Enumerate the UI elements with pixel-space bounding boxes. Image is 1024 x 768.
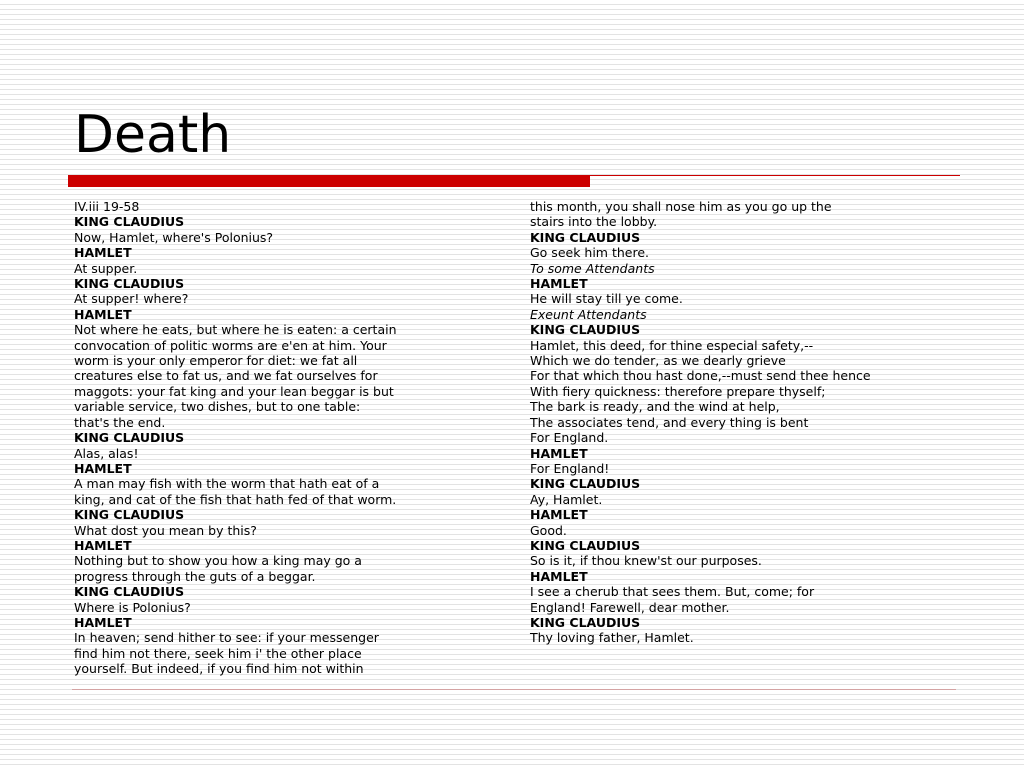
dialogue-line: this month, you shall nose him as you go up the xyxy=(530,199,832,214)
dialogue-line: yourself. But indeed, if you find him not within xyxy=(74,661,364,677)
speaker-name: KING CLAUDIUS xyxy=(74,214,185,230)
dialogue-line: maggots: your fat king and your lean beggar is but xyxy=(74,383,394,399)
title-underline-thin xyxy=(590,175,960,176)
speaker-name: HAMLET xyxy=(530,507,588,523)
stage-direction: Exeunt Attendants xyxy=(530,306,647,322)
dialogue-line: The associates tend, and every thing is bent xyxy=(530,414,809,430)
speaker-name: KING CLAUDIUS xyxy=(530,614,641,630)
speaker-name: HAMLET xyxy=(74,245,132,261)
dialogue-line: Not where he eats, but where he is eaten: a certain xyxy=(74,322,397,338)
script-column-right xyxy=(530,199,960,646)
dialogue-line: Where is Polonius? xyxy=(74,599,191,615)
dialogue-line: The bark is ready, and the wind at help, xyxy=(530,399,780,415)
slide-title: Death xyxy=(74,105,232,165)
dialogue-line: What dost you mean by this? xyxy=(74,522,257,538)
dialogue-line: He will stay till ye come. xyxy=(530,291,683,307)
dialogue-line: that's the end. xyxy=(74,414,166,430)
dialogue-line: Hamlet, this deed, for thine especial safety,-- xyxy=(530,337,814,353)
dialogue-line: variable service, two dishes, but to one table: xyxy=(74,399,361,415)
speaker-name: KING CLAUDIUS xyxy=(74,276,185,292)
speaker-name: HAMLET xyxy=(74,460,132,476)
dialogue-line: For England. xyxy=(530,430,609,446)
dialogue-line: Now, Hamlet, where's Polonius? xyxy=(74,229,274,245)
dialogue-line: In heaven; send hither to see: if your messenger xyxy=(74,630,379,646)
speaker-name: HAMLET xyxy=(530,445,588,461)
dialogue-line: At supper! where? xyxy=(74,291,189,307)
dialogue-line: Nothing but to show you how a king may go a xyxy=(74,553,362,569)
dialogue-line: England! Farewell, dear mother. xyxy=(530,599,730,615)
speaker-name: KING CLAUDIUS xyxy=(530,476,641,492)
dialogue-line: At supper. xyxy=(74,260,138,276)
speaker-name: HAMLET xyxy=(74,537,132,553)
dialogue-line: Which we do tender, as we dearly grieve xyxy=(530,353,786,369)
dialogue-line: creatures else to fat us, and we fat ourselves for xyxy=(74,368,378,384)
dialogue-line: stairs into the lobby. xyxy=(530,214,658,230)
dialogue-line: find him not there, seek him i' the other place xyxy=(74,645,362,661)
dialogue-line: For England! xyxy=(530,460,610,476)
dialogue-line: progress through the guts of a beggar. xyxy=(74,568,316,584)
speaker-name: HAMLET xyxy=(74,306,132,322)
dialogue-line: Go seek him there. xyxy=(530,245,650,261)
stage-direction: To some Attendants xyxy=(530,260,655,276)
speaker-name: KING CLAUDIUS xyxy=(530,322,641,338)
dialogue-line: With fiery quickness: therefore prepare thyself; xyxy=(530,383,826,399)
speaker-name: KING CLAUDIUS xyxy=(74,430,185,446)
dialogue-line: So is it, if thou knew'st our purposes. xyxy=(530,553,762,569)
speaker-name: KING CLAUDIUS xyxy=(530,229,641,245)
footer-rule xyxy=(72,689,956,690)
speaker-name: KING CLAUDIUS xyxy=(530,537,641,553)
dialogue-line: A man may fish with the worm that hath eat of a xyxy=(74,476,380,492)
dialogue-line: convocation of politic worms are e'en at him. Your xyxy=(74,337,387,353)
script-column-left xyxy=(74,199,504,677)
speaker-name: HAMLET xyxy=(530,568,588,584)
speaker-name: HAMLET xyxy=(530,276,588,292)
dialogue-line: worm is your only emperor for diet: we fat all xyxy=(74,353,358,369)
dialogue-line: Ay, Hamlet. xyxy=(530,491,603,507)
dialogue-line: I see a cherub that sees them. But, come; for xyxy=(530,584,815,600)
dialogue-line: Alas, alas! xyxy=(74,445,139,461)
speaker-name: HAMLET xyxy=(74,614,132,630)
dialogue-line: For that which thou hast done,--must send thee hence xyxy=(530,368,871,384)
speaker-name: KING CLAUDIUS xyxy=(74,584,185,600)
speaker-name: KING CLAUDIUS xyxy=(74,507,185,523)
dialogue-line: king, and cat of the fish that hath fed of that worm. xyxy=(74,491,397,507)
dialogue-line: Good. xyxy=(530,522,567,538)
dialogue-line: IV.iii 19-58 xyxy=(74,199,140,214)
dialogue-line: Thy loving father, Hamlet. xyxy=(530,630,694,646)
title-underline-bar xyxy=(68,175,590,187)
